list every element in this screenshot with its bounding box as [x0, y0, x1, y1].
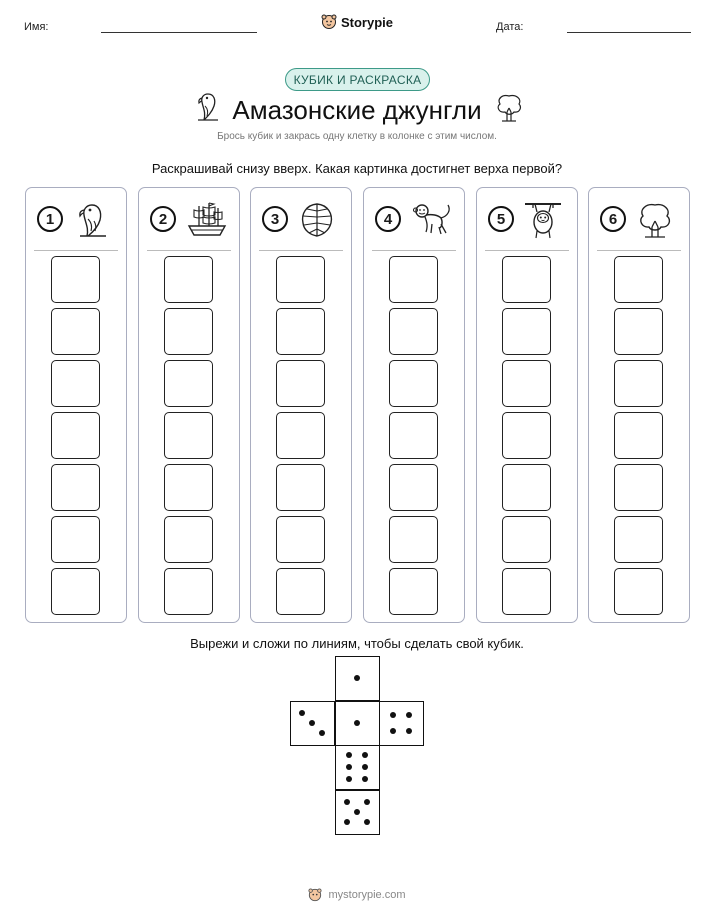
- column-number: 6: [600, 206, 626, 232]
- footer: [0, 888, 714, 902]
- coloring-instruction: Раскрашивай снизу вверх. Какая картинка достигнет верха первой?: [151, 161, 563, 176]
- dice-pip: [346, 776, 352, 782]
- dice-column-5: [476, 187, 578, 623]
- color-cell[interactable]: [164, 360, 213, 407]
- dice-pip: [364, 799, 370, 805]
- column-header: [259, 200, 343, 240]
- color-cell[interactable]: [276, 568, 325, 615]
- color-cell[interactable]: [389, 360, 438, 407]
- color-cell[interactable]: [502, 308, 551, 355]
- monkey-icon: [410, 200, 454, 245]
- color-cell[interactable]: [389, 568, 438, 615]
- column-header: [147, 200, 231, 240]
- storypie-logo-icon: [321, 14, 337, 30]
- footer-url: mystorypie.com: [328, 889, 406, 901]
- color-cell[interactable]: [51, 568, 100, 615]
- color-cell[interactable]: [502, 412, 551, 459]
- ship-icon: [185, 200, 229, 245]
- color-cell[interactable]: [276, 256, 325, 303]
- color-cell[interactable]: [276, 308, 325, 355]
- name-line: [101, 32, 257, 33]
- column-header: [485, 200, 569, 240]
- color-cell[interactable]: [614, 256, 663, 303]
- dice-pip: [346, 764, 352, 770]
- color-cell[interactable]: [614, 360, 663, 407]
- dice-pip: [362, 764, 368, 770]
- dice-face-3: [290, 701, 335, 746]
- color-cell[interactable]: [389, 516, 438, 563]
- activity-badge: КУБИК И РАСКРАСКА: [285, 68, 430, 91]
- tree-icon: [494, 90, 524, 124]
- column-header: [597, 200, 681, 240]
- column-number: 3: [262, 206, 288, 232]
- color-cell[interactable]: [51, 308, 100, 355]
- dice-pip: [362, 776, 368, 782]
- dice-pip: [346, 752, 352, 758]
- name-label: Имя:: [24, 21, 49, 33]
- monstera-leaf-icon: [297, 200, 337, 245]
- parrot-icon: [72, 200, 112, 245]
- tree-icon: [635, 200, 675, 245]
- dice-face-6: [335, 745, 380, 790]
- color-cell[interactable]: [276, 516, 325, 563]
- color-cell[interactable]: [389, 412, 438, 459]
- color-cell[interactable]: [51, 464, 100, 511]
- color-cell[interactable]: [389, 308, 438, 355]
- column-divider: [259, 250, 343, 251]
- color-cell[interactable]: [614, 308, 663, 355]
- dice-pip: [354, 809, 360, 815]
- color-cell[interactable]: [502, 464, 551, 511]
- dice-face-1: [335, 656, 380, 701]
- color-cell[interactable]: [389, 464, 438, 511]
- dice-pip: [344, 819, 350, 825]
- brand-name: Storypie: [340, 14, 393, 30]
- storypie-logo-icon: [308, 888, 322, 902]
- dice-pip: [362, 752, 368, 758]
- dice-pip: [309, 720, 315, 726]
- color-cell[interactable]: [502, 516, 551, 563]
- page-title: Амазонские джунгли: [232, 95, 482, 125]
- column-divider: [597, 250, 681, 251]
- color-cell[interactable]: [614, 516, 663, 563]
- page-subtitle: Брось кубик и закрась одну клетку в колонке с этим числом.: [217, 131, 497, 142]
- column-divider: [372, 250, 456, 251]
- date-line: [567, 32, 691, 33]
- dice-pip: [390, 728, 396, 734]
- dice-pip: [364, 819, 370, 825]
- color-cell[interactable]: [51, 360, 100, 407]
- column-divider: [147, 250, 231, 251]
- column-divider: [485, 250, 569, 251]
- dice-column-2: [138, 187, 240, 623]
- dice-column-6: [588, 187, 690, 623]
- dice-face-1: [335, 701, 380, 746]
- column-divider: [34, 250, 118, 251]
- dice-face-4: [379, 701, 424, 746]
- brand: [0, 14, 714, 30]
- color-cell[interactable]: [276, 464, 325, 511]
- color-cell[interactable]: [614, 568, 663, 615]
- color-cell[interactable]: [502, 360, 551, 407]
- dice-pip: [354, 675, 360, 681]
- date-label: Дата:: [496, 21, 524, 33]
- column-header: [372, 200, 456, 240]
- color-cell[interactable]: [164, 256, 213, 303]
- color-cell[interactable]: [164, 308, 213, 355]
- column-header: [34, 200, 118, 240]
- dice-face-5: [335, 790, 380, 835]
- color-cell[interactable]: [614, 412, 663, 459]
- color-cell[interactable]: [276, 412, 325, 459]
- cut-instruction: Вырежи и сложи по линиям, чтобы сделать свой кубик.: [190, 636, 524, 651]
- color-cell[interactable]: [502, 256, 551, 303]
- dice-column-4: [363, 187, 465, 623]
- column-number: 1: [37, 206, 63, 232]
- color-cell[interactable]: [164, 568, 213, 615]
- color-cell[interactable]: [51, 516, 100, 563]
- dice-column-3: [250, 187, 352, 623]
- color-cell[interactable]: [51, 256, 100, 303]
- color-cell[interactable]: [502, 568, 551, 615]
- sloth-icon: [523, 200, 563, 247]
- dice-pip: [390, 712, 396, 718]
- dice-pip: [319, 730, 325, 736]
- dice-pip: [299, 710, 305, 716]
- column-number: 4: [375, 206, 401, 232]
- column-number: 2: [150, 206, 176, 232]
- dice-column-1: [25, 187, 127, 623]
- dice-pip: [354, 720, 360, 726]
- color-cell[interactable]: [276, 360, 325, 407]
- column-number: 5: [488, 206, 514, 232]
- color-cell[interactable]: [164, 516, 213, 563]
- color-cell[interactable]: [389, 256, 438, 303]
- color-cell[interactable]: [164, 412, 213, 459]
- dice-pip: [406, 728, 412, 734]
- dice-pip: [344, 799, 350, 805]
- dice-pip: [406, 712, 412, 718]
- color-cell[interactable]: [164, 464, 213, 511]
- color-cell[interactable]: [614, 464, 663, 511]
- color-cell[interactable]: [51, 412, 100, 459]
